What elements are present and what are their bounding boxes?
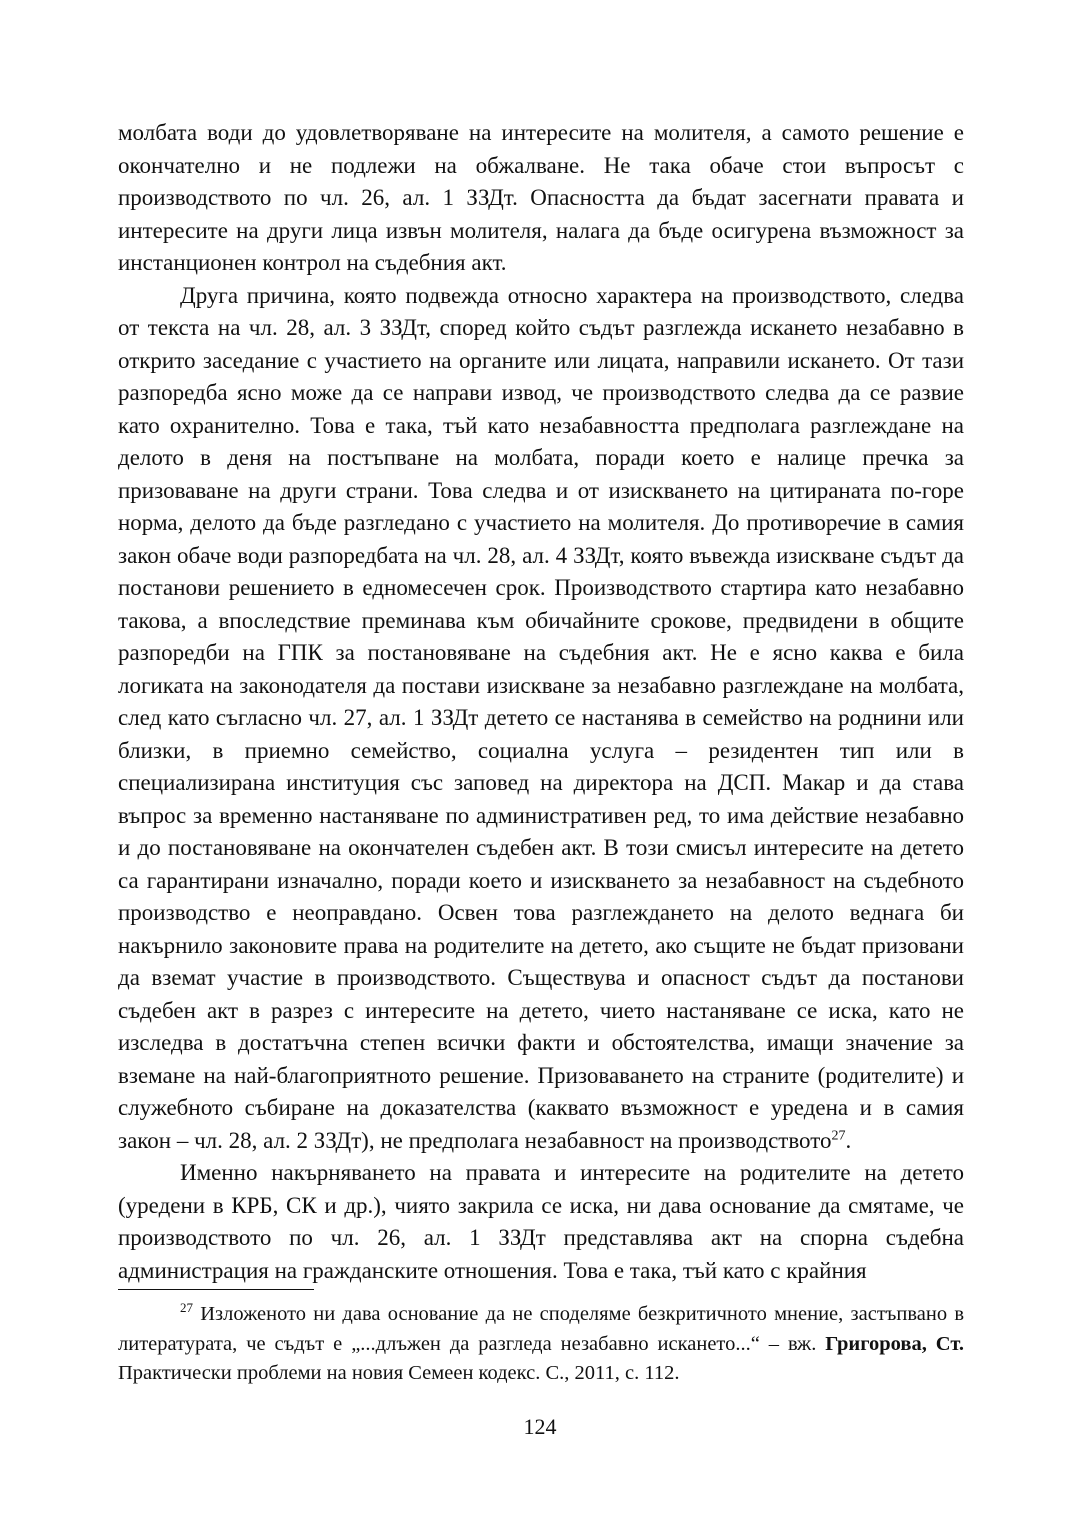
footnote-separator: [118, 1289, 314, 1290]
footnote-citation: Практически проблеми на новия Семеен кодекс. С., 2011, с. 112.: [118, 1362, 680, 1384]
footnote-number: 27: [180, 1300, 193, 1316]
body-text: [118, 117, 964, 1287]
paragraph-2-end: .: [845, 1127, 852, 1153]
footnote-author: Григорова, Ст.: [825, 1332, 964, 1355]
paragraph-1: молбата води до удовлетворяване на интересите на молителя, а самото решение е окончателно и не подлежи на обжалване. Не така обаче стои въпросът с производството по чл. 26, ал. 1 ЗЗДт. Опасността да бъдат засегнати правата и интересите на други лица извън молителя, налага да бъде осигурена възможност за инстанционен контрол на съдебния акт.: [118, 120, 964, 275]
paragraph-2: [118, 280, 964, 1158]
footnote-text: Изложеното ни дава основание да не споделяме безкритичното мнение, застъпвано в литературата, че съдът е „...длъжен да разгледа незабавно искането...“ – вж.: [118, 1303, 964, 1355]
footnote: [118, 1300, 964, 1389]
footnote-reference[interactable]: 27: [831, 1127, 846, 1143]
page-number: 124: [523, 1414, 557, 1439]
paragraph-3: Именно накърняването на правата и интересите на родителите на детето (уредени в КРБ, СК и др.), чиято закрила се иска, ни дава основание да смятаме, че производството по чл. 26, ал. 1 ЗЗДт представлява акт на спорна съдебна администрация на гражданските отношения. Това е така, тъй като с крайния: [118, 1160, 964, 1283]
paragraph-2-text: Друга причина, която подвежда относно характера на производството, следва от текста на чл. 28, ал. 3 ЗЗДт, според който съдът разглежда искането незабавно в открито заседание с участието на органите или лицата, направили искането. От тази разпоредба ясно може да се направи извод, че производството следва да се развие като охранително. Това е така, тъй като незабавността предполага разглеждане на делото в деня на постъпване на молбата, поради което е налице пречка за призоваване на други страни. Това следва и от изискването на цитираната по-горе норма, делото да бъде разгледано с участието на молителя. До противоречие в самия закон обаче води разпоредбата на чл. 28, ал. 4 ЗЗДт, която въвежда изискване съдът да постанови решението в едномесечен срок. Производството стартира като незабавно такова, а впоследствие преминава към обичайните срокове, предвидени в общите разпоредби на ГПК за постановяване на съдебния акт. Не е ясно каква е била логиката на законодателя да постави изискване за незабавно разглеждане на молбата, след като съгласно чл. 27, ал. 1 ЗЗДт детето се настанява в семейство на роднини или близки, в приемно семейство, социална услуга – резидентен тип или в специализирана институция със заповед на директора на ДСП. Макар и да става въпрос за временно настаняване по административен ред, то има действие незабавно и до постановяване на окончателен съдебен акт. В този смисъл интересите на детето са гарантирани изначално, поради което и изискването за незабавност на съдебното производство е неоправдано. Освен това разглеждането на делото веднага би накърнило законовите права на родителите на детето, ако същите не бъдат призовани да вземат участие в производството. Съществува и опасност съдът да постанови съдебен акт в разрез с интересите на детето, чието настаняване се иска, като не изследва в достатъчна степен всички факти и обстоятелства, имащи значение за вземане на най-благоприятното решение. Призоваването на страните (родителите) и служебното събиране на доказателства (каквато възможност е уредена и в самия закон – чл. 28, ал. 2 ЗЗДт), не предполага незабавност на производството: [118, 282, 964, 1153]
